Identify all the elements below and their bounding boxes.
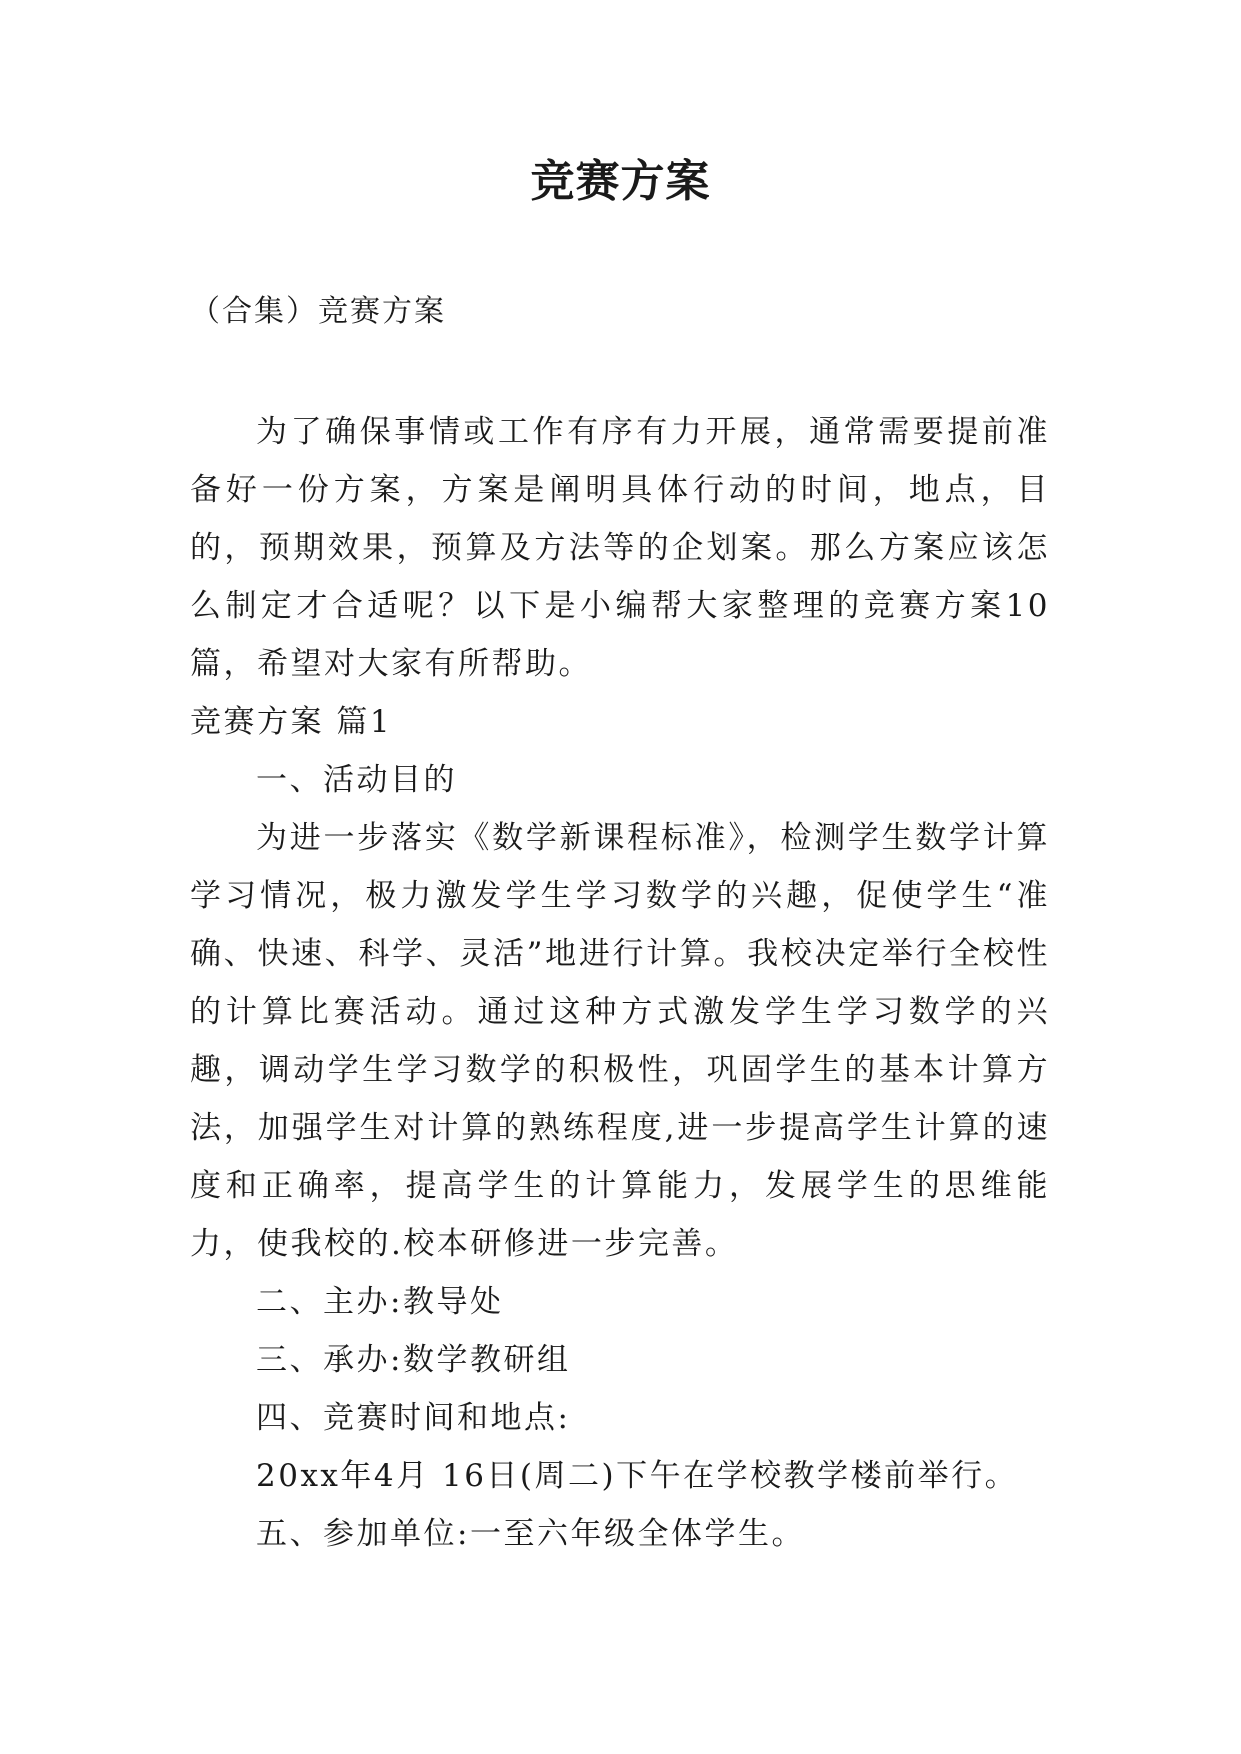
document-title: 竞赛方案 bbox=[530, 156, 711, 207]
heading-organizer: 二、主办:教导处 bbox=[256, 1284, 504, 1320]
section-body bbox=[190, 693, 1050, 1563]
heading-time-place: 四、竞赛时间和地点: bbox=[256, 1400, 571, 1436]
document-subtitle: （合集）竞赛方案 bbox=[190, 294, 446, 329]
paragraph-time-place: 20xx年4月 16日(周二)下午在学校教学楼前举行。 bbox=[256, 1458, 1019, 1494]
heading-participants: 五、参加单位:一至六年级全体学生。 bbox=[256, 1516, 805, 1552]
paragraph-activity-purpose: 为进一步落实《数学新课程标准》，检测学生数学计算学习情况，极力激发学生学习数学的兴趣，促使学生“准确、快速、科学、灵活”地进行计算。我校决定举行全校性的计算比赛活动。通过这种方式激发学生学习数学的兴趣，调动学生学习数学的积极性，巩固学生的基本计算方法，加强学生对计算的熟练程度,进一步提高学生计算的速度和正确率，提高学生的计算能力，发展学生的思维能力，使我校的.校本研修进一步完善。 bbox=[190, 820, 1050, 1262]
section-title: 竞赛方案 篇1 bbox=[190, 704, 393, 740]
intro-paragraph: 为了确保事情或工作有序有力开展，通常需要提前准备好一份方案，方案是阐明具体行动的时间，地点，目的，预期效果，预算及方法等的企划案。那么方案应该怎么制定才合适呢？以下是小编帮大家整理的竞赛方案10篇，希望对大家有所帮助。 bbox=[190, 414, 1050, 682]
heading-undertaker: 三、承办:数学教研组 bbox=[256, 1342, 571, 1378]
heading-activity-purpose: 一、活动目的 bbox=[256, 762, 457, 798]
